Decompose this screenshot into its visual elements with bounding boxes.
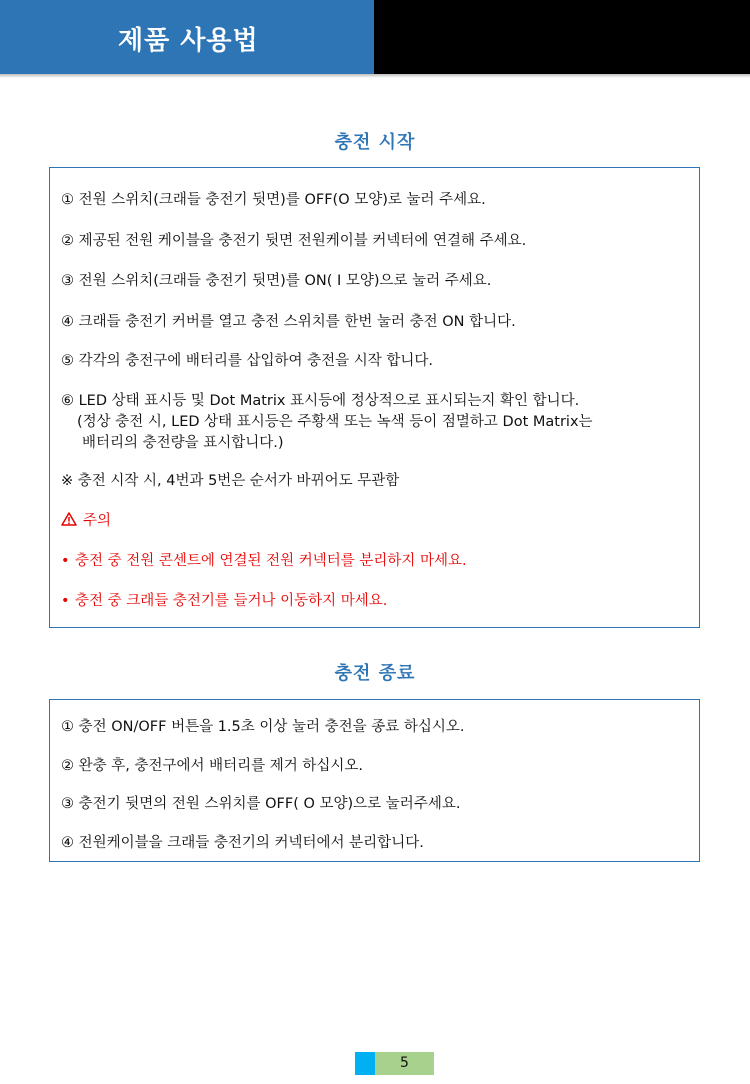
start-step-2: ② 제공된 전원 케이블을 충전기 뒷면 전원케이블 커넥터에 연결해 주세요. [61,233,527,249]
page-title: 제품 사용법 [118,26,259,56]
header-bar-dark [374,0,750,74]
start-step-5: ⑤ 각각의 충전구에 배터리를 삽입하여 충전을 시작 합니다. [61,353,434,369]
caution-heading [61,509,111,530]
caution-text-1: 충전 중 전원 콘센트에 연결된 전원 커넥터를 분리하지 마세요. [75,553,467,569]
caution-item-1 [61,549,467,570]
end-step-2: ② 완충 후, 충전구에서 배터리를 제거 하십시오. [61,758,363,774]
end-step-4: ④ 전원케이블을 크래들 충전기의 커넥터에서 분리합니다. [61,835,424,851]
warning-icon [61,512,77,526]
start-step-6: ⑥ LED 상태 표시등 및 Dot Matrix 표시등에 정상적으로 표시되는지 확인 합니다. [61,393,580,409]
end-section-title: 충전 종료 [334,663,416,684]
header-shadow [0,74,750,78]
caution-text-2: 충전 중 크래들 충전기를 들거나 이동하지 마세요. [75,593,388,609]
start-remark: ※ 충전 시작 시, 4번과 5번은 순서가 바뀌어도 무관함 [61,473,400,489]
start-step-6-note-2: 배터리의 충전량을 표시합니다.) [82,435,284,451]
page-number-accent [355,1052,375,1075]
start-step-6-note-1: (정상 충전 시, LED 상태 표시등은 주황색 또는 녹색 등이 점멸하고 Dot Matrix는 [77,414,593,430]
start-step-4: ④ 크래들 충전기 커버를 열고 충전 스위치를 한번 눌러 충전 ON 합니다. [61,314,516,330]
start-step-1: ① 전원 스위치(크래들 충전기 뒷면)를 OFF(O 모양)로 눌러 주세요. [61,192,486,208]
bullet-icon: • [61,593,70,609]
start-step-3: ③ 전원 스위치(크래들 충전기 뒷면)를 ON( I 모양)으로 눌러 주세요. [61,273,492,289]
end-step-3: ③ 충전기 뒷면의 전원 스위치를 OFF( O 모양)으로 눌러주세요. [61,796,461,812]
caution-label: 주의 [83,513,112,529]
page-number-badge [355,1052,434,1075]
page-number: 5 [375,1052,434,1075]
end-step-1: ① 충전 ON/OFF 버튼을 1.5초 이상 눌러 충전을 종료 하십시오. [61,719,465,735]
start-section-title: 충전 시작 [334,132,416,153]
caution-item-2 [61,589,387,610]
bullet-icon: • [61,553,70,569]
